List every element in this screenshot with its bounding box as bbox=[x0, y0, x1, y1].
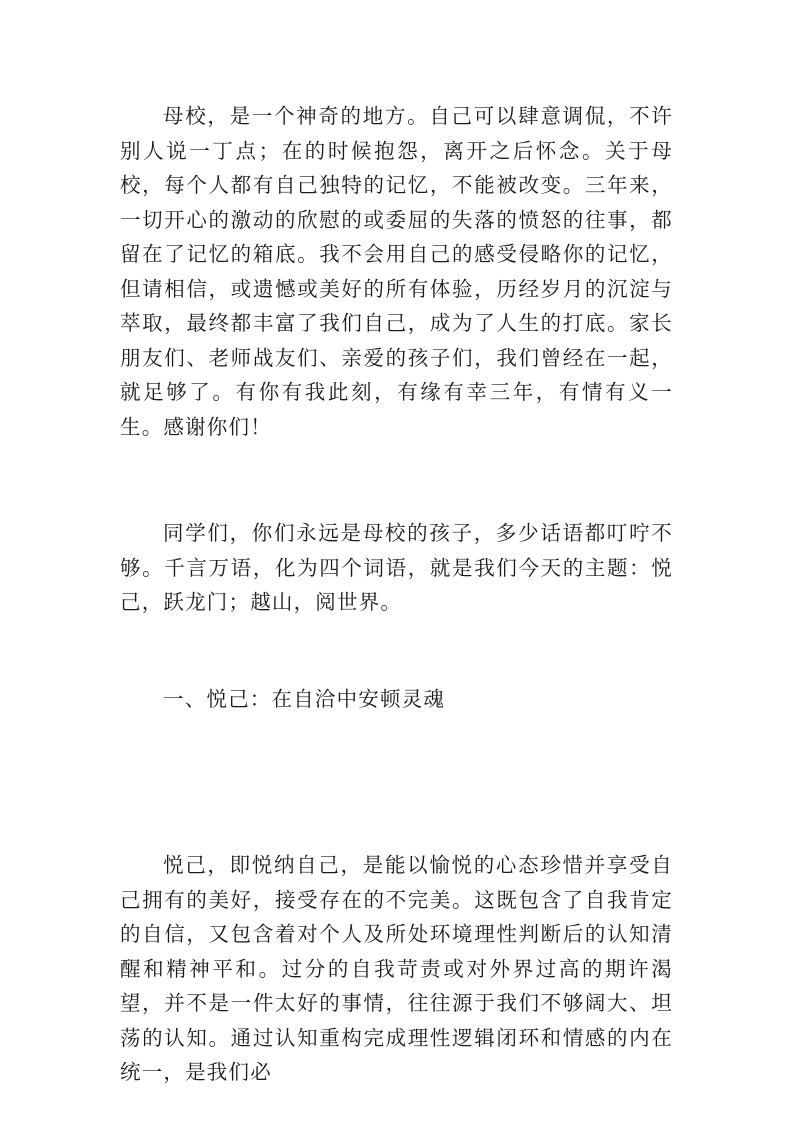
section-heading-yueji: 一、悦己：在自洽中安顿灵魂 bbox=[163, 687, 446, 711]
paragraph-theme-intro: 同学们，你们永远是母校的孩子，多少话语都叮咛不够。千言万语，化为四个词语，就是我们今天的主题：悦己，跃龙门；越山，阅世界。 bbox=[120, 521, 673, 614]
paragraph-yueji-body: 悦己，即悦纳自己，是能以愉悦的心态珍惜并享受自己拥有的美好，接受存在的不完美。这既包含了自我肯定的自信，又包含着对个人及所处环境理性判断后的认知清醒和精神平和。过分的自我苛责或对外界过高的期许渴望，并不是一件太好的事情，往往源于我们不够阔大、坦荡的认知。通过认知重构完成理性逻辑闭环和情感的内在统一，是我们必 bbox=[120, 853, 673, 1084]
paragraph-alma-mater: 母校，是一个神奇的地方。自己可以肆意调侃，不许别人说一丁点；在的时候抱怨，离开之后怀念。关于母校，每个人都有自己独特的记忆，不能被改变。三年来，一切开心的激动的欣慰的或委屈的失落的愤怒的往事，都留在了记忆的箱底。我不会用自己的感受侵略你的记忆，但请相信，或遗憾或美好的所有体验，历经岁月的沉淀与萃取，最终都丰富了我们自己，成为了人生的打底。家长朋友们、老师战友们、亲爱的孩子们，我们曾经在一起，就足够了。有你有我此刻，有缘有幸三年，有情有义一生。感谢你们！ bbox=[120, 104, 673, 439]
